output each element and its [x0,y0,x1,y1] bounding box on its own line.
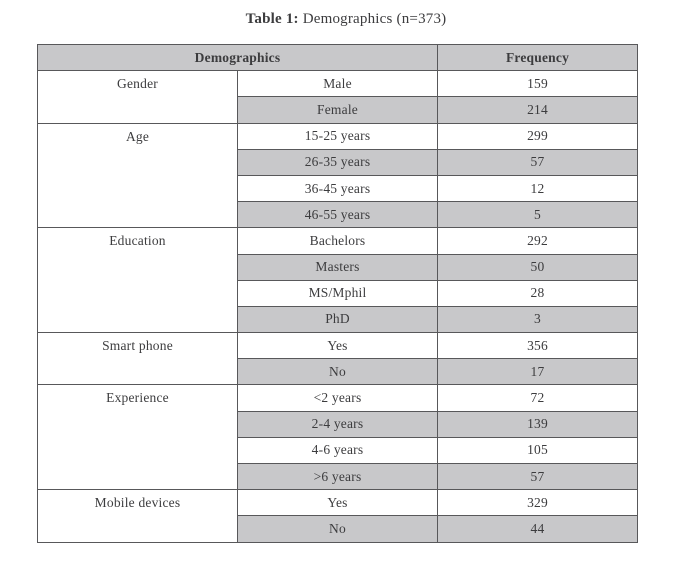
table-caption-text: Demographics (n=373) [298,11,447,27]
frequency-cell: 299 [438,123,638,149]
category-label: Mobile devices [94,495,181,511]
subcategory-cell: 36-45 years [238,175,438,201]
frequency-cell: 72 [438,385,638,411]
category-cell [38,228,238,333]
subcategory-cell: 15-25 years [238,123,438,149]
table-row [38,71,638,97]
table-caption-label: Table 1: [245,11,299,27]
category-cell [38,490,238,542]
table-row [38,228,638,254]
frequency-cell: 12 [438,175,638,201]
subcategory-cell: Female [238,97,438,123]
table-row [38,333,638,359]
subcategory-cell: Masters [238,254,438,280]
table-row [38,490,638,516]
frequency-cell: 214 [438,97,638,123]
frequency-cell: 292 [438,228,638,254]
subcategory-cell: 26-35 years [238,149,438,175]
frequency-cell: 105 [438,437,638,463]
frequency-cell: 17 [438,359,638,385]
header-demographics: Demographics [38,45,438,71]
table-row [38,123,638,149]
subcategory-cell: Yes [238,333,438,359]
demographics-table [37,44,638,543]
frequency-cell: 3 [438,306,638,332]
category-cell [38,71,238,123]
subcategory-cell: <2 years [238,385,438,411]
category-cell [38,123,238,228]
category-label: Experience [106,390,169,406]
subcategory-cell: No [238,359,438,385]
subcategory-cell: PhD [238,306,438,332]
subcategory-cell: Bachelors [238,228,438,254]
category-label: Education [109,233,166,249]
category-cell [38,385,238,490]
frequency-cell: 57 [438,464,638,490]
frequency-cell: 329 [438,490,638,516]
frequency-cell: 44 [438,516,638,542]
frequency-cell: 28 [438,280,638,306]
frequency-cell: 139 [438,411,638,437]
subcategory-cell: Yes [238,490,438,516]
subcategory-cell: 46-55 years [238,202,438,228]
category-cell [38,333,238,385]
category-label: Age [125,128,150,144]
table-caption [0,0,692,29]
table-body [38,71,638,542]
subcategory-cell: 2-4 years [238,411,438,437]
subcategory-cell: 4-6 years [238,437,438,463]
frequency-cell: 159 [438,71,638,97]
header-row [38,45,638,71]
category-label: Smart phone [102,338,173,354]
frequency-cell: 57 [438,149,638,175]
subcategory-cell: >6 years [238,464,438,490]
header-frequency: Frequency [438,45,638,71]
table-row [38,385,638,411]
category-label: Gender [117,76,158,92]
frequency-cell: 50 [438,254,638,280]
frequency-cell: 356 [438,333,638,359]
subcategory-cell: MS/Mphil [238,280,438,306]
frequency-cell: 5 [438,202,638,228]
subcategory-cell: No [238,516,438,542]
subcategory-cell: Male [238,71,438,97]
